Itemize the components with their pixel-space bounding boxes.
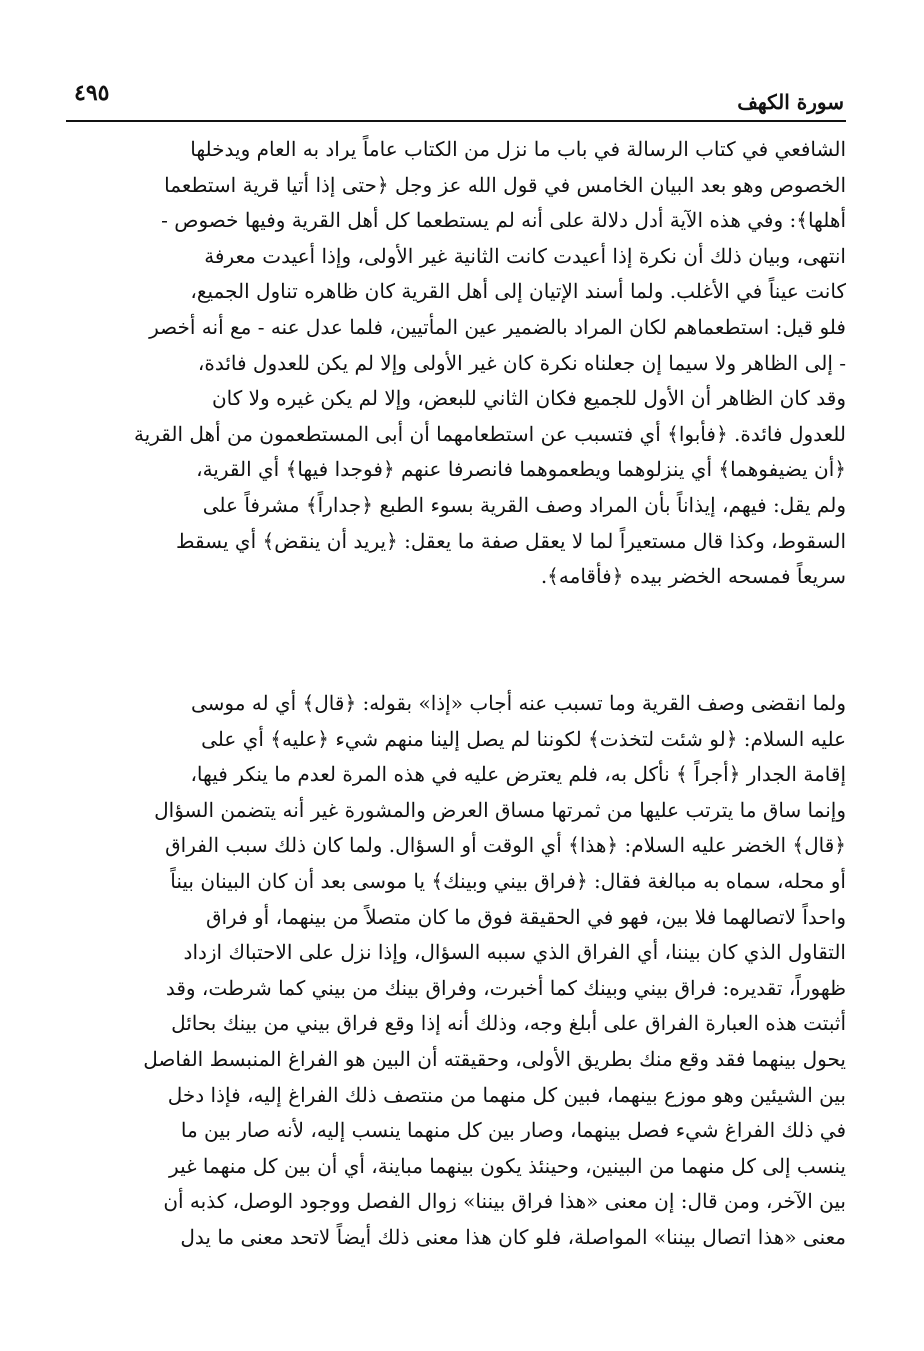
paragraph-1 — [66, 132, 846, 595]
text-line: ولما انقضى وصف القرية وما تسبب عنه أجاب «إذا» بقوله: ﴿قال﴾ أي له موسى — [190, 691, 846, 715]
surah-title: سورة الكهف — [737, 90, 844, 114]
page-header — [66, 76, 844, 116]
text-line: أو محله، سماه به مبالغة فقال: ﴿فراق بيني وبينك﴾ يا موسى بعد أن كان البينان بيناً — [170, 868, 846, 893]
text-line: إقامة الجدار ﴿أجراً ﴾ نأكل به، فلم يعترض عليه في هذه المرة لعدم ما ينكر فيها، — [190, 762, 846, 787]
text-line: ولم يقل: فيهم، إيذاناً بأن المراد وصف القرية بسوء الطبع ﴿جداراً﴾ مشرفاً على — [202, 492, 846, 517]
text-line: سريعاً فمسحه الخضر بيده ﴿فأقامه﴾. — [540, 564, 846, 589]
paragraph-2 — [66, 686, 846, 1256]
text-line: وقد كان الظاهر أن الأول للجميع فكان الثاني للبعض، وإلا لم يكن غيره ولا كان — [211, 386, 846, 411]
text-line: فلو قيل: استطعماهم لكان المراد بالضمير عين المأتيين، فلما عدل عنه - مع أنه أخصر — [149, 314, 846, 339]
header-divider — [66, 120, 846, 122]
text-line: أثبتت هذه العبارة الفراق على أبلغ وجه، وذلك أنه إذا وقع فراق بيني من بينك بحائل — [171, 1011, 846, 1036]
text-line: انتهى، وبيان ذلك أن نكرة إذا أعيدت كانت الثانية غير الأولى، وإذا أعيدت معرفة — [204, 243, 846, 268]
text-line: ظهوراً، تقديره: فراق بيني وبينك كما أخبرت، وفراق بينك من بيني كما شرطت، وقد — [165, 975, 846, 1000]
text-line: معنى «هذا اتصال بيننا» المواصلة، فلو كان هذا معنى ذلك أيضاً لاتحد معنى ما يدل — [180, 1224, 846, 1249]
text-line: - إلى الظاهر ولا سيما إن جعلناه نكرة كان غير الأولى وإلا لم يكن للعدول فائدة، — [197, 350, 846, 375]
text-line: بين الشيئين وهو موزع بينهما، فبين كل منهما من منتصف ذلك الفراغ إليه، فإذا دخل — [167, 1082, 846, 1107]
text-line: في ذلك الفراغ شيء فصل بينهما، وصار بين كل منهما ينسب إليه، لأنه صار بين ما — [180, 1118, 846, 1143]
text-line: بين الآخر، ومن قال: إن معنى «هذا فراق بيننا» زوال الفصل ووجود الوصل، كذبه أن — [163, 1189, 846, 1214]
text-line: كانت عيناً في الأغلب. ولما أسند الإتيان إلى أهل القرية كان ظاهره تناول الجميع، — [190, 279, 846, 304]
text-line: للعدول فائدة. ﴿فأبوا﴾ أي فتسبب عن استطعامهما أن أبى المستطعمون من أهل القرية — [133, 421, 846, 446]
text-line: التقاول الذي كان بيننا، أي الفراق الذي سببه السؤال، وإذا نزل على الاحتباك ازداد — [183, 940, 846, 965]
text-line: واحداً لاتصالهما فلا بين، فهو في الحقيقة فوق ما كان متصلاً من بينهما، أو فراق — [205, 904, 846, 929]
text-line: ينسب إلى كل منهما من البينين، وحينئذ يكون بينهما مباينة، أي أن بين كل منهما غير — [169, 1153, 846, 1178]
text-line: عليه السلام: ﴿لو شئت لتخذت﴾ لكوننا لم يصل إلينا منهم شيء ﴿عليه﴾ أي على — [201, 726, 846, 751]
text-line: يحول بينهما فقد وقع منك بطريق الأولى، وحقيقته أن البين هو الفراغ المنبسط الفاصل — [143, 1046, 846, 1071]
text-line: الخصوص وهو بعد البيان الخامس في قول الله عز وجل ﴿حتى إذا أتيا قرية استطعما — [164, 172, 846, 197]
text-line: السقوط، وكذا قال مستعيراً لما لا يعقل صفة ما يعقل: ﴿يريد أن ينقض﴾ أي يسقط — [176, 528, 846, 553]
text-line: ﴿أن يضيفوهما﴾ أي ينزلوهما ويطعموهما فانصرفا عنهم ﴿فوجدا فيها﴾ أي القرية، — [196, 457, 846, 482]
text-line: الشافعي في كتاب الرسالة في باب ما نزل من الكتاب عاماً يراد به العام ويدخلها — [190, 137, 846, 161]
page-number: ٤٩٥ — [74, 80, 110, 106]
text-line: ﴿قال﴾ الخضر عليه السلام: ﴿هذا﴾ أي الوقت أو السؤال. ولما كان ذلك سبب الفراق — [165, 833, 846, 858]
text-line: وإنما ساق ما يترتب عليها من ثمرتها مساق العرض والمشورة غير أنه يتضمن السؤال — [154, 797, 846, 822]
text-line: أهلها﴾: وفي هذه الآية أدل دلالة على أنه لم يستطعما كل أهل القرية وفيها خصوص - — [161, 208, 846, 233]
